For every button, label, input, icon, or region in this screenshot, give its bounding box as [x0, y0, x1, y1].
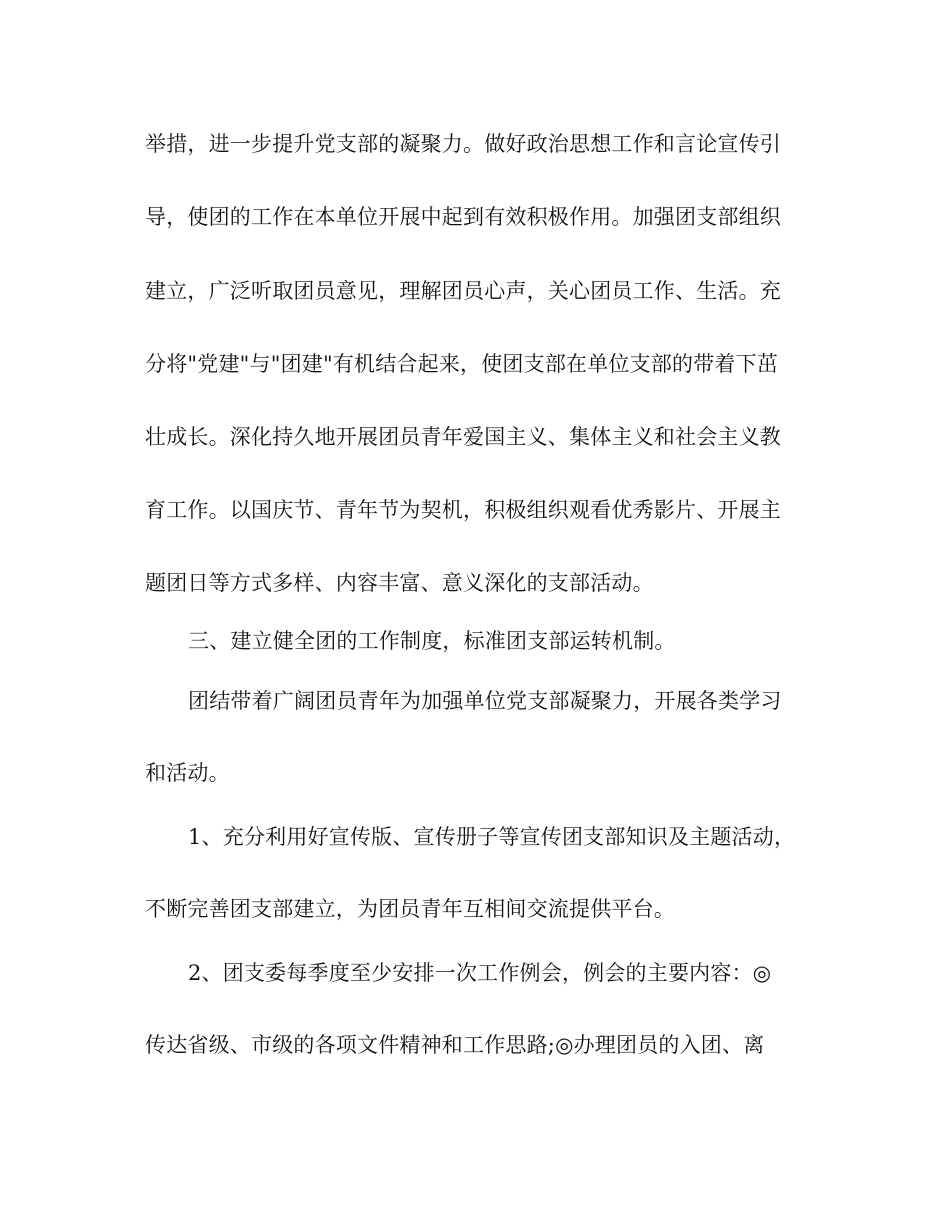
text-line-4: 分将"党建"与"团建"有机结合起来，使团支部在单位支部的带着下茁	[145, 352, 779, 376]
text-line-12: 不断完善团支部建立，为团员青年互相间交流提供平台。	[145, 897, 675, 921]
list-item-2: 2、团支委每季度至少安排一次工作例会，例会的主要内容：◎	[188, 961, 772, 985]
text-line-7: 题团日等方式多样、内容丰富、意义深化的支部活动。	[145, 571, 654, 595]
text-line-3: 建立，广泛听取团员意见，理解团员心声，关心团员工作、生活。充	[145, 279, 781, 303]
text-line-2: 导，使团的工作在本单位开展中起到有效积极作用。加强团支部组织	[145, 205, 781, 229]
text-line-14: 传达省级、市级的各项文件精神和工作思路;◎办理团员的入团、离	[145, 1033, 765, 1057]
list-item-1: 1、充分利用好宣传版、宣传册子等宣传团支部知识及主题活动，	[188, 825, 796, 849]
section-heading-3: 三、建立健全团的工作制度，标准团支部运转机制。	[188, 629, 676, 653]
text-line-5: 壮成长。深化持久地开展团员青年爱国主义、集体主义和社会主义教	[145, 425, 781, 449]
text-line-1: 举措，进一步提升党支部的凝聚力。做好政治思想工作和言论宣传引	[145, 132, 781, 156]
text-line-6: 育工作。以国庆节、青年节为契机，积极组织观看优秀影片、开展主	[145, 498, 781, 522]
text-line-9: 团结带着广阔团员青年为加强单位党支部凝聚力，开展各类学习	[188, 689, 782, 713]
text-line-10: 和活动。	[145, 761, 230, 785]
